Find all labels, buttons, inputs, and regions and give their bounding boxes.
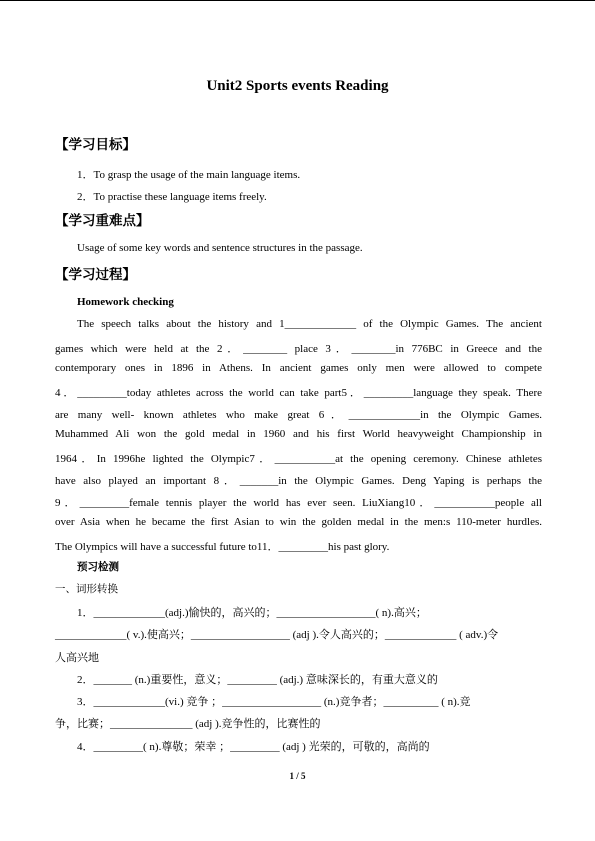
homework-line: Muhammed Ali won the gold medal in 1960 and his first World heavyweight Championship in: [55, 428, 542, 440]
homework-line: have also played an important 8．_______in the Olympic Games. Deng Yaping is perhaps the: [55, 475, 542, 487]
preview-item: 1．_____________(adj.)愉快的，高兴的；__________________( n).高兴；: [77, 607, 427, 619]
homework-line: 4．_________today athletes across the world can take part5．_________language they speak. There: [55, 387, 542, 399]
process-heading: 【学习过程】: [55, 267, 136, 283]
key-points-heading: 【学习重难点】: [55, 213, 150, 229]
preview-part1: 一、词形转换: [55, 583, 118, 595]
preview-item: 2．_______ (n.)重要性，意义；_________ (adj.) 意味深长的，有重大意义的: [77, 674, 438, 686]
homework-line: are many well- known athletes who make great 6．_____________in the Olympic Games.: [55, 409, 542, 421]
preview-item: 人高兴地: [55, 652, 99, 664]
key-points-text: Usage of some key words and sentence structures in the passage.: [77, 242, 363, 254]
homework-line: 1964．In 1996he lighted the Olympic7．___________at the opening ceremony. Chinese athletes: [55, 453, 542, 465]
goals-heading: 【学习目标】: [55, 137, 136, 153]
homework-line: The Olympics will have a successful future to11．_________his past glory.: [55, 541, 390, 553]
preview-heading: 预习检测: [77, 561, 119, 573]
homework-line: The speech talks about the history and 1_____________ of the Olympic Games. The ancient: [77, 318, 542, 330]
page-number: 1 / 5: [289, 771, 306, 781]
homework-line: over Asia when he became the first Asian to win the golden medal in the men:s 110-meter hurdles.: [55, 516, 542, 528]
homework-line: games which were held at the 2．________ place 3．________in 776BC in Greece and the: [55, 343, 542, 355]
preview-item: 争，比赛；_______________ (adj ).竞争性的，比赛性的: [55, 718, 321, 730]
homework-heading: Homework checking: [77, 296, 174, 308]
preview-item: _____________( v.).使高兴；__________________ (adj ).令人高兴的；_____________ ( adv.)令: [55, 629, 499, 641]
preview-item: 3．_____________(vi.) 竞争 ；__________________ (n.)竞争者；__________ ( n).竞: [77, 696, 471, 708]
homework-line: contemporary ones in 1896 in Athens. In ancient games only men were allowed to compete: [55, 362, 542, 374]
homework-line: 9．_________female tennis player the world has ever seen. LiuXiang10．___________people all: [55, 497, 542, 509]
page-title: Unit2 Sports events Reading: [206, 78, 389, 94]
goal-item: 2．To practise these language items freely.: [77, 191, 267, 203]
preview-item: 4．_________( n).尊敬；荣幸 ；_________ (adj ) 光荣的，可敬的，高尚的: [77, 741, 430, 753]
goal-item: 1．To grasp the usage of the main language items.: [77, 169, 301, 181]
